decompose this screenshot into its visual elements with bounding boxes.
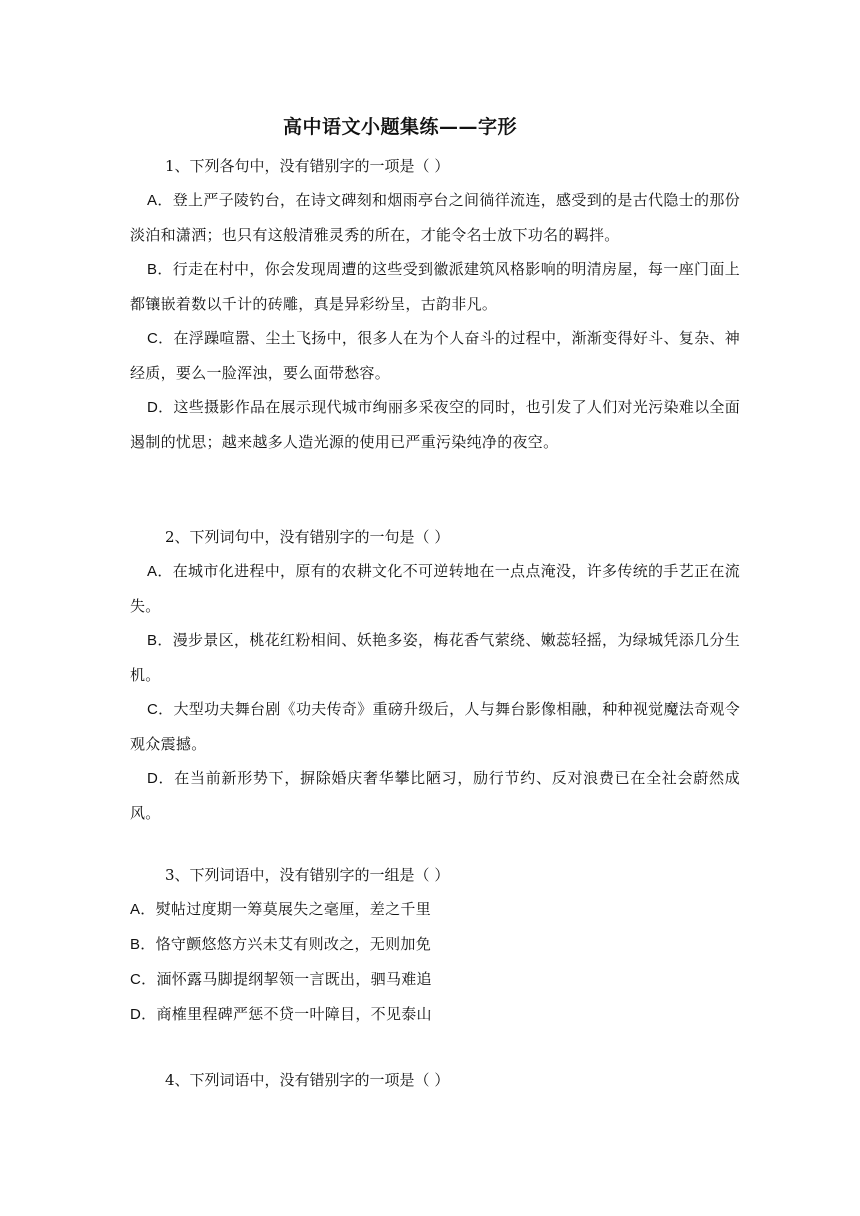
option-text: 熨帖过度期一筹莫展失之毫厘，差之千里	[155, 900, 432, 918]
option-text: 这些摄影作品在展示现代城市绚丽多采夜空的同时，也引发了人们对光污染难以全面遏制的忧思；越来越多人造光源的使用已严重污染纯净的夜空。	[130, 398, 741, 451]
option-letter: C．	[147, 701, 174, 718]
question-3	[130, 858, 740, 1032]
option-d	[130, 997, 740, 1032]
question-stem: 1、下列各句中，没有错别字的一项是（ ）	[165, 157, 450, 175]
option-letter: C．	[147, 330, 174, 347]
option-letter: D．	[130, 1006, 157, 1023]
question-stem: 3、下列词语中，没有错别字的一组是（ ）	[165, 866, 450, 884]
option-letter: B．	[147, 261, 173, 278]
question-1	[130, 149, 740, 459]
option-c	[130, 321, 740, 390]
option-letter: A．	[147, 192, 173, 209]
option-c	[130, 962, 740, 997]
option-a	[130, 892, 740, 927]
option-letter: D．	[147, 399, 174, 416]
option-text: 恪守颤悠悠方兴未艾有则改之，无则加免	[155, 935, 432, 953]
option-letter: A．	[147, 563, 173, 580]
page-title: 高中语文小题集练——字形	[282, 116, 517, 138]
question-stem: 2、下列词句中，没有错别字的一句是（ ）	[165, 528, 450, 546]
option-letter: B．	[130, 936, 156, 953]
option-letter: C．	[130, 971, 157, 988]
question-stem: 4、下列词语中，没有错别字的一项是（ ）	[165, 1071, 450, 1089]
option-text: 商榷里程碑严惩不贷一叶障目，不见泰山	[156, 1005, 432, 1023]
option-text: 漫步景区，桃花红粉相间、妖艳多姿，梅花香气萦绕、嫩蕊轻摇，为绿城凭添几分生机。	[130, 631, 741, 684]
option-letter: D．	[147, 770, 175, 787]
option-a	[130, 183, 740, 252]
question-4	[130, 1063, 740, 1097]
option-c	[130, 692, 740, 761]
option-a	[130, 554, 740, 623]
option-letter: B．	[147, 632, 173, 649]
option-b	[130, 623, 740, 692]
option-b	[130, 252, 740, 321]
option-text: 行走在村中，你会发现周遭的这些受到徽派建筑风格影响的明清房屋，每一座门面上都镶嵌着数以千计的砖雕，真是异彩纷呈，古韵非凡。	[130, 260, 741, 313]
option-letter: A．	[130, 901, 156, 918]
option-text: 大型功夫舞台剧《功夫传奇》重磅升级后，人与舞台影像相融，种种视觉魔法奇观令观众震撼。	[130, 700, 741, 753]
option-d	[130, 390, 740, 459]
option-b	[130, 927, 740, 962]
option-text: 在当前新形势下，摒除婚庆奢华攀比陋习，励行节约、反对浪费已在全社会蔚然成风。	[130, 769, 740, 822]
option-text: 在浮躁喧嚣、尘土飞扬中，很多人在为个人奋斗的过程中，渐渐变得好斗、复杂、神经质，要么一脸浑浊，要么面带愁容。	[130, 329, 741, 382]
option-text: 在城市化进程中，原有的农耕文化不可逆转地在一点点淹没，许多传统的手艺正在流失。	[130, 562, 741, 615]
option-text: 湎怀露马脚提纲挈领一言既出，驷马难追	[156, 970, 432, 988]
option-text: 登上严子陵钓台，在诗文碑刻和烟雨亭台之间徜徉流连，感受到的是古代隐士的那份淡泊和潇洒；也只有这般清雅灵秀的所在，才能令名士放下功名的羁拌。	[130, 191, 741, 244]
option-d	[130, 761, 740, 830]
question-2	[130, 520, 740, 830]
